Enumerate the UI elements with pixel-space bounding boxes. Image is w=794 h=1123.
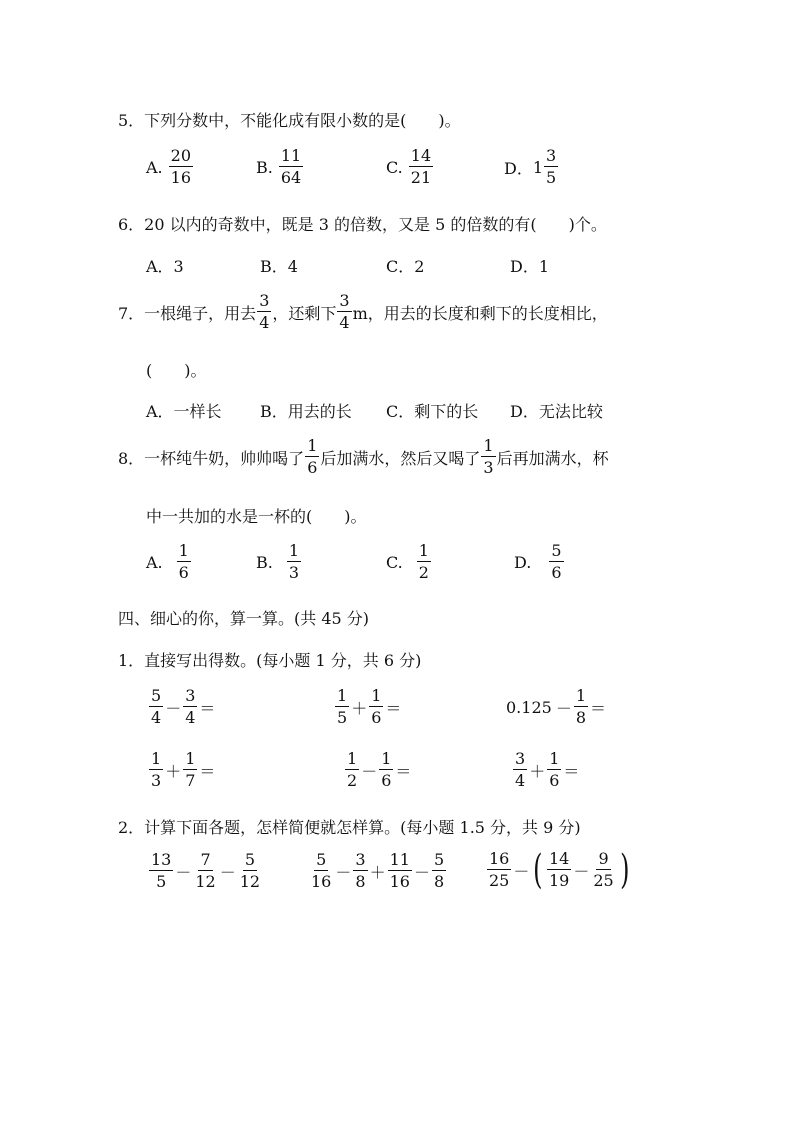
q8-option-a[interactable]: A. $\frac{1}{6}$ <box>146 541 189 582</box>
q5-option-b[interactable]: B. $\frac{11}{64}$ <box>256 146 302 187</box>
fraction: $\frac{3}{4}$ <box>339 291 350 332</box>
question-5 <box>118 108 461 131</box>
fraction: $\frac{1}{3}$ <box>483 436 494 477</box>
fraction: $\frac{7}{12}$ <box>195 850 216 891</box>
q8-option-c[interactable]: C. $\frac{1}{2}$ <box>386 541 429 582</box>
fraction: $\frac{1}{7}$ <box>185 749 196 790</box>
q8-option-d[interactable]: D. $\frac{5}{6}$ <box>514 541 562 582</box>
q6-option-d[interactable]: D．1 <box>510 257 550 276</box>
question-7: 7．一根绳子，用去 $\frac{3}{4}$ ，还剩下 $\frac{3}{4}$ m，用去的长度和剩下的长度相比， <box>118 291 608 332</box>
left-paren: ( <box>533 847 543 893</box>
fraction: $\frac{1}{2}$ <box>347 749 358 790</box>
fraction: $\frac{1}{8}$ <box>575 686 587 727</box>
fraction: $\frac{5}{16}$ <box>311 850 332 891</box>
section-4-q2-title: 2．计算下面各题，怎样简便就怎样算。(每小题 1.5 分，共 9 分) <box>118 818 581 837</box>
section-4-q1-title: 1．直接写出得数。(每小题 1 分，共 6 分) <box>118 651 422 670</box>
fraction: $\frac{1}{3}$ <box>288 541 300 582</box>
calc-expression-3: $\frac{16}{25}$ － ( $\frac{14}{19}$ － $\frac{9}{25}$ ) <box>489 847 630 893</box>
q6-option-a[interactable]: A．3 <box>146 257 184 276</box>
q7-option-b[interactable]: B．用去的长 <box>260 402 352 421</box>
fraction: $\frac{1}{6}$ <box>371 686 382 727</box>
fraction: $\frac{3}{4}$ <box>515 749 526 790</box>
calc-item: $\frac{1}{5}$ ＋ $\frac{1}{6}$ ＝ <box>337 686 402 727</box>
fraction: $\frac{14}{21}$ <box>410 146 432 187</box>
q5-option-d[interactable]: D． 1 $\frac{3}{5}$ <box>504 146 557 187</box>
q7-option-d[interactable]: D．无法比较 <box>510 402 603 421</box>
fraction: $\frac{1}{6}$ <box>381 749 392 790</box>
q7-option-c[interactable]: C．剩下的长 <box>386 402 479 421</box>
fraction: $\frac{3}{8}$ <box>355 850 366 891</box>
calc-expression-1: $\frac{13}{5}$ － $\frac{7}{12}$ － $\frac{5}{12}$ <box>151 850 261 891</box>
calc-expression-2: $\frac{5}{16}$ － $\frac{3}{8}$ ＋ $\frac{11}{16}$ － $\frac{5}{8}$ <box>311 850 445 891</box>
calc-item: 0.125 － $\frac{1}{8}$ ＝ <box>506 686 607 727</box>
fraction: $\frac{16}{25}$ <box>489 849 510 890</box>
q6-option-c[interactable]: C．2 <box>386 257 425 276</box>
calc-item: $\frac{3}{4}$ ＋ $\frac{1}{6}$ ＝ <box>515 749 580 790</box>
fraction: $\frac{1}{3}$ <box>151 749 162 790</box>
calc-item: $\frac{5}{4}$ － $\frac{3}{4}$ ＝ <box>151 686 216 727</box>
fraction: $\frac{5}{6}$ <box>551 541 562 582</box>
fraction: $\frac{5}{12}$ <box>239 850 261 891</box>
fraction: $\frac{9}{25}$ <box>593 849 614 890</box>
q6-option-b[interactable]: B．4 <box>260 257 298 276</box>
fraction: $\frac{11}{16}$ <box>389 850 410 891</box>
question-8: 8．一杯纯牛奶，帅帅喝了 $\frac{1}{6}$ 后加满水，然后又喝了 $\frac{1}{3}$ 后再加满水，杯 <box>118 436 609 477</box>
fraction: $\frac{1}{6}$ <box>178 541 189 582</box>
fraction: $\frac{20}{16}$ <box>170 146 191 187</box>
fraction: $\frac{1}{6}$ <box>307 436 318 477</box>
question-5-text: 5．下列分数中，不能化成有限小数的是( )。 <box>118 111 461 130</box>
fraction: $\frac{5}{4}$ <box>151 686 162 727</box>
section-4-title: 四、细心的你，算一算。(共 45 分) <box>118 609 370 628</box>
fraction: $\frac{1}{5}$ <box>337 686 348 727</box>
fraction: $\frac{5}{8}$ <box>433 850 445 891</box>
fraction: $\frac{14}{19}$ <box>548 849 570 890</box>
fraction: $\frac{3}{4}$ <box>259 291 270 332</box>
q5-option-c[interactable]: C. $\frac{14}{21}$ <box>386 146 432 187</box>
fraction: $\frac{1}{2}$ <box>418 541 429 582</box>
fraction: $\frac{3}{4}$ <box>185 686 196 727</box>
right-paren: ) <box>619 847 630 893</box>
fraction: $\frac{11}{64}$ <box>280 146 302 187</box>
question-8-line2: 中一共加的水是一杯的( )。 <box>146 507 367 526</box>
fraction: $\frac{13}{5}$ <box>151 850 172 891</box>
q7-option-a[interactable]: A．一样长 <box>146 402 222 421</box>
question-6 <box>118 212 607 235</box>
q5-option-a[interactable]: A. $\frac{20}{16}$ <box>146 146 191 187</box>
q8-option-b[interactable]: B. $\frac{1}{3}$ <box>256 541 300 582</box>
question-6-text: 6．20 以内的奇数中，既是 3 的倍数，又是 5 的倍数的有( )个。 <box>118 215 607 234</box>
fraction: $\frac{3}{5}$ <box>546 146 557 187</box>
question-7-blank: ( )。 <box>146 361 207 380</box>
calc-item: $\frac{1}{2}$ － $\frac{1}{6}$ ＝ <box>347 749 412 790</box>
fraction: $\frac{1}{6}$ <box>549 749 560 790</box>
calc-item: $\frac{1}{3}$ ＋ $\frac{1}{7}$ ＝ <box>151 749 216 790</box>
